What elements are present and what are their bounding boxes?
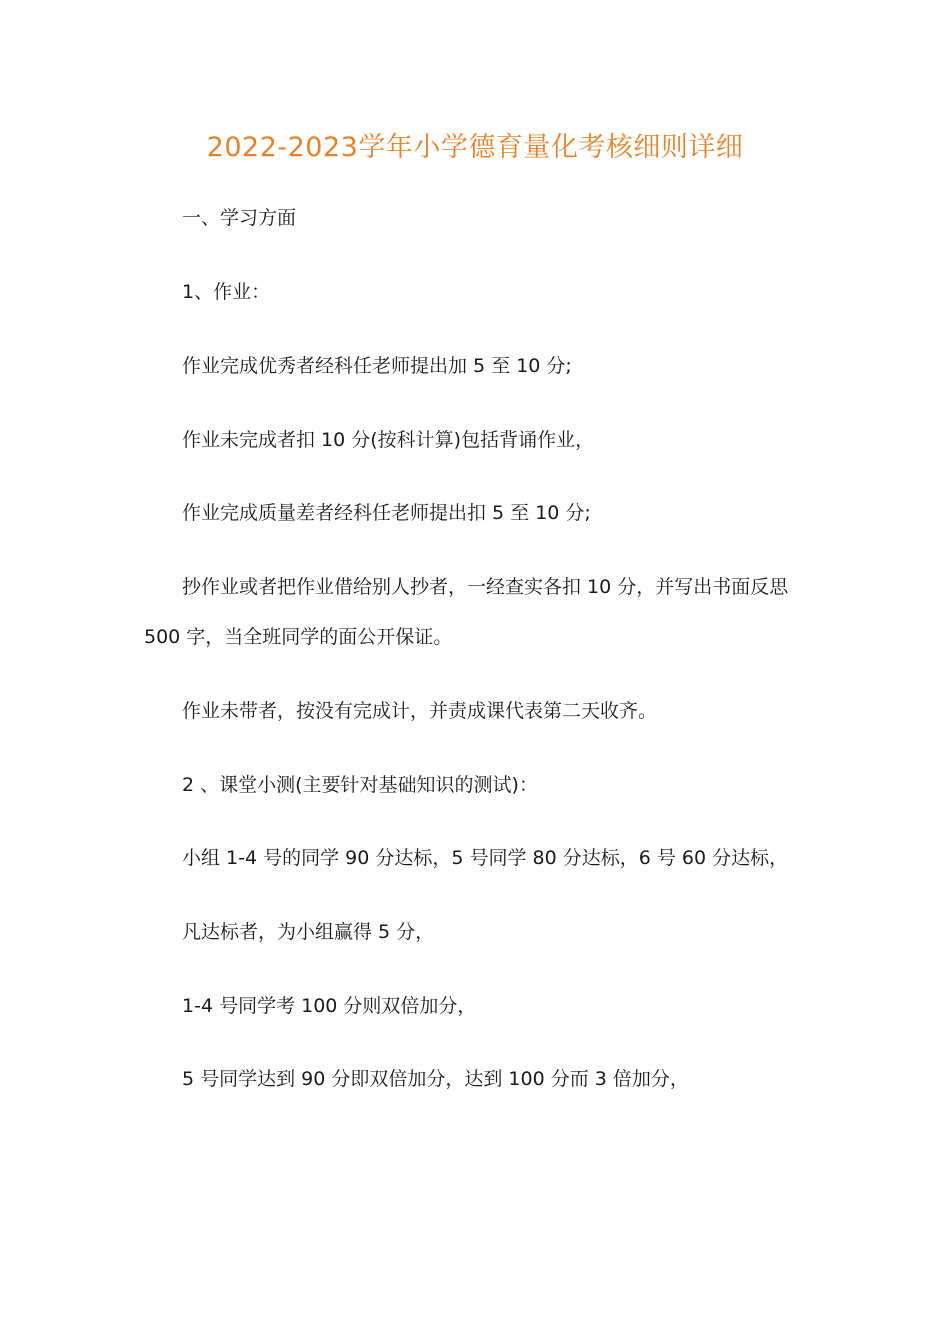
rule-paragraph: 作业未完成者扣 10 分(按科计算)包括背诵作业， bbox=[182, 429, 595, 451]
rule-paragraph: 作业完成优秀者经科任老师提出加 5 至 10 分; bbox=[182, 355, 572, 377]
section-heading-study: 一、学习方面 bbox=[182, 207, 297, 229]
document-title: 2022-2023学年小学德育量化考核细则详细 bbox=[206, 132, 744, 163]
rule-paragraph: 凡达标者，为小组赢得 5 分， bbox=[182, 921, 435, 943]
rule-paragraph-continuation: 500 字，当全班同学的面公开保证。 bbox=[144, 626, 453, 648]
rule-paragraph: 1-4 号同学考 100 分则双倍加分， bbox=[182, 995, 477, 1017]
rule-paragraph: 作业完成质量差者经科任老师提出扣 5 至 10 分; bbox=[182, 502, 591, 524]
subsection-heading-quiz: 2 、课堂小测(主要针对基础知识的测试)： bbox=[182, 774, 538, 796]
rule-paragraph: 5 号同学达到 90 分即双倍加分，达到 100 分而 3 倍加分， bbox=[182, 1068, 689, 1090]
rule-paragraph: 抄作业或者把作业借给别人抄者，一经查实各扣 10 分，并写出书面反思 bbox=[182, 576, 789, 598]
rule-paragraph: 作业未带者，按没有完成计，并责成课代表第二天收齐。 bbox=[182, 700, 658, 722]
rule-paragraph: 小组 1-4 号的同学 90 分达标，5 号同学 80 分达标，6 号 60 分达标， bbox=[182, 847, 789, 869]
subsection-heading-homework: 1、作业： bbox=[182, 281, 271, 303]
